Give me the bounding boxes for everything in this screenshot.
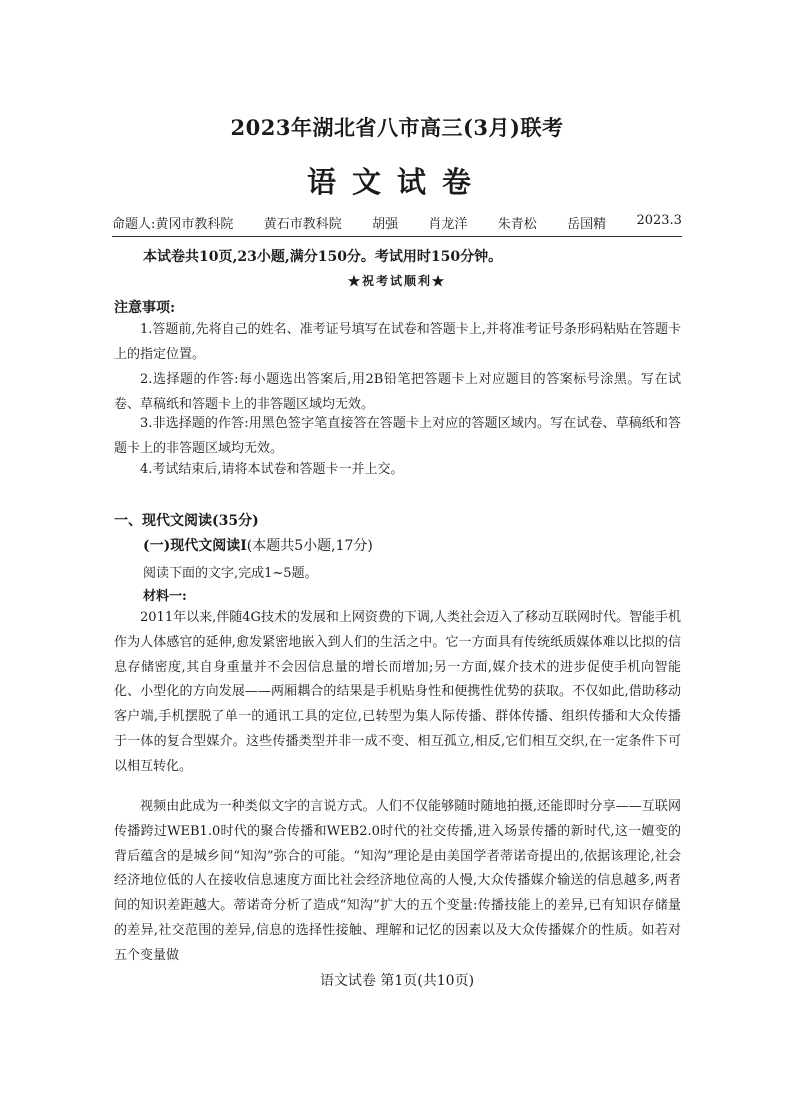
author-1: 命题人:黄冈市教科院 (112, 217, 234, 232)
sub-section-heading (143, 535, 373, 555)
sub-section-detail: (本题共5小题,17分) (246, 538, 373, 554)
header-divider (112, 236, 682, 237)
passage-paragraph-1: 2011年以来,伴随4G技术的发展和上网资费的下调,人类社会迈入了移动互联网时代。智能手机作为人体感官的延伸,愈发紧密地嵌入到人们的生活之中。它一方面具有传统纸质媒体难以比拟的信息存储密度,其自身重量并不会因信息量的增长而增加;另一方面,媒介技术的进步促使手机向智能化、小型化的方向发展——两厢耦合的结果是手机贴身性和便携性优势的获取。不仅如此,借助移动客户端,手机摆脱了单一的通讯工具的定位,已转型为集人际传播、群体传播、组织传播和大众传播于一体的复合型媒介。这些传播类型并非一成不变、相互孤立,相反,它们相互交织,在一定条件下可以相互转化。 (114, 610, 682, 774)
subject-title: 语文试卷 (306, 165, 487, 199)
author-6: 岳国精 (567, 217, 607, 232)
author-5: 朱青松 (497, 217, 537, 232)
passage-paragraph-2: 视频由此成为一种类似文字的言说方式。人们不仅能够随时随地拍摄,还能即时分享——互联网传播跨过WEB1.0时代的聚合传播和WEB2.0时代的社交传播,进入场景传播的新时代,这一嬗变的背后蕴含的是城乡间“知沟”弥合的可能。“知沟”理论是由美国学者蒂诺奇提出的,依据该理论,社会经济地位低的人在接收信息速度方面比社会经济地位高的人慢,大众传播媒介输送的信息越多,两者间的知识差距越大。蒂诺奇分析了造成“知沟”扩大的五个变量:传播技能上的差异,已有知识存储量的差异,社交范围的差异,信息的选择性接触、理解和记忆的因素以及大众传播媒介的性质。如若对五个变量做 (114, 799, 681, 963)
reading-instruction: 阅读下面的文字,完成1~5题。 (143, 566, 318, 581)
notice-item-1: 1.答题前,先将自己的姓名、准考证号填写在试卷和答题卡上,并将准考证号条形码粘贴在答题卡上的指定位置。 (114, 322, 681, 362)
exam-date: 2023.3 (636, 213, 682, 228)
material-label: 材料一: (143, 589, 187, 604)
notice-item-3: 3.非选择题的作答:用黑色签字笔直接答在答题卡上对应的答题区域内。写在试卷、草稿纸和答题卡上的非答题区域均无效。 (114, 416, 681, 456)
author-3: 胡强 (372, 217, 399, 232)
section-heading: 一、现代文阅读(35分) (114, 513, 259, 529)
exam-intro: 本试卷共10页,23小题,满分150分。考试用时150分钟。 (143, 249, 503, 265)
notice-heading: 注意事项: (114, 300, 176, 316)
notice-item-2: 2.选择题的作答:每小题选出答案后,用2B铅笔把答题卡上对应题目的答案标号涂黑。写在试卷、草稿纸和答题卡上的非答题区域均无效。 (114, 372, 681, 412)
good-luck-banner: ★祝考试顺利★ (347, 274, 446, 288)
page-footer: 语文试卷 第1页(共10页) (319, 973, 475, 989)
sub-section-title: (一)现代文阅读Ⅰ (143, 538, 247, 554)
authors-line (112, 213, 682, 232)
exam-title: 2023年湖北省八市高三(3月)联考 (230, 115, 564, 140)
notice-item-4: 4.考试结束后,请将本试卷和答题卡一并上交。 (140, 462, 404, 477)
author-4: 肖龙洋 (428, 217, 468, 232)
author-2: 黄石市教科院 (263, 217, 342, 232)
